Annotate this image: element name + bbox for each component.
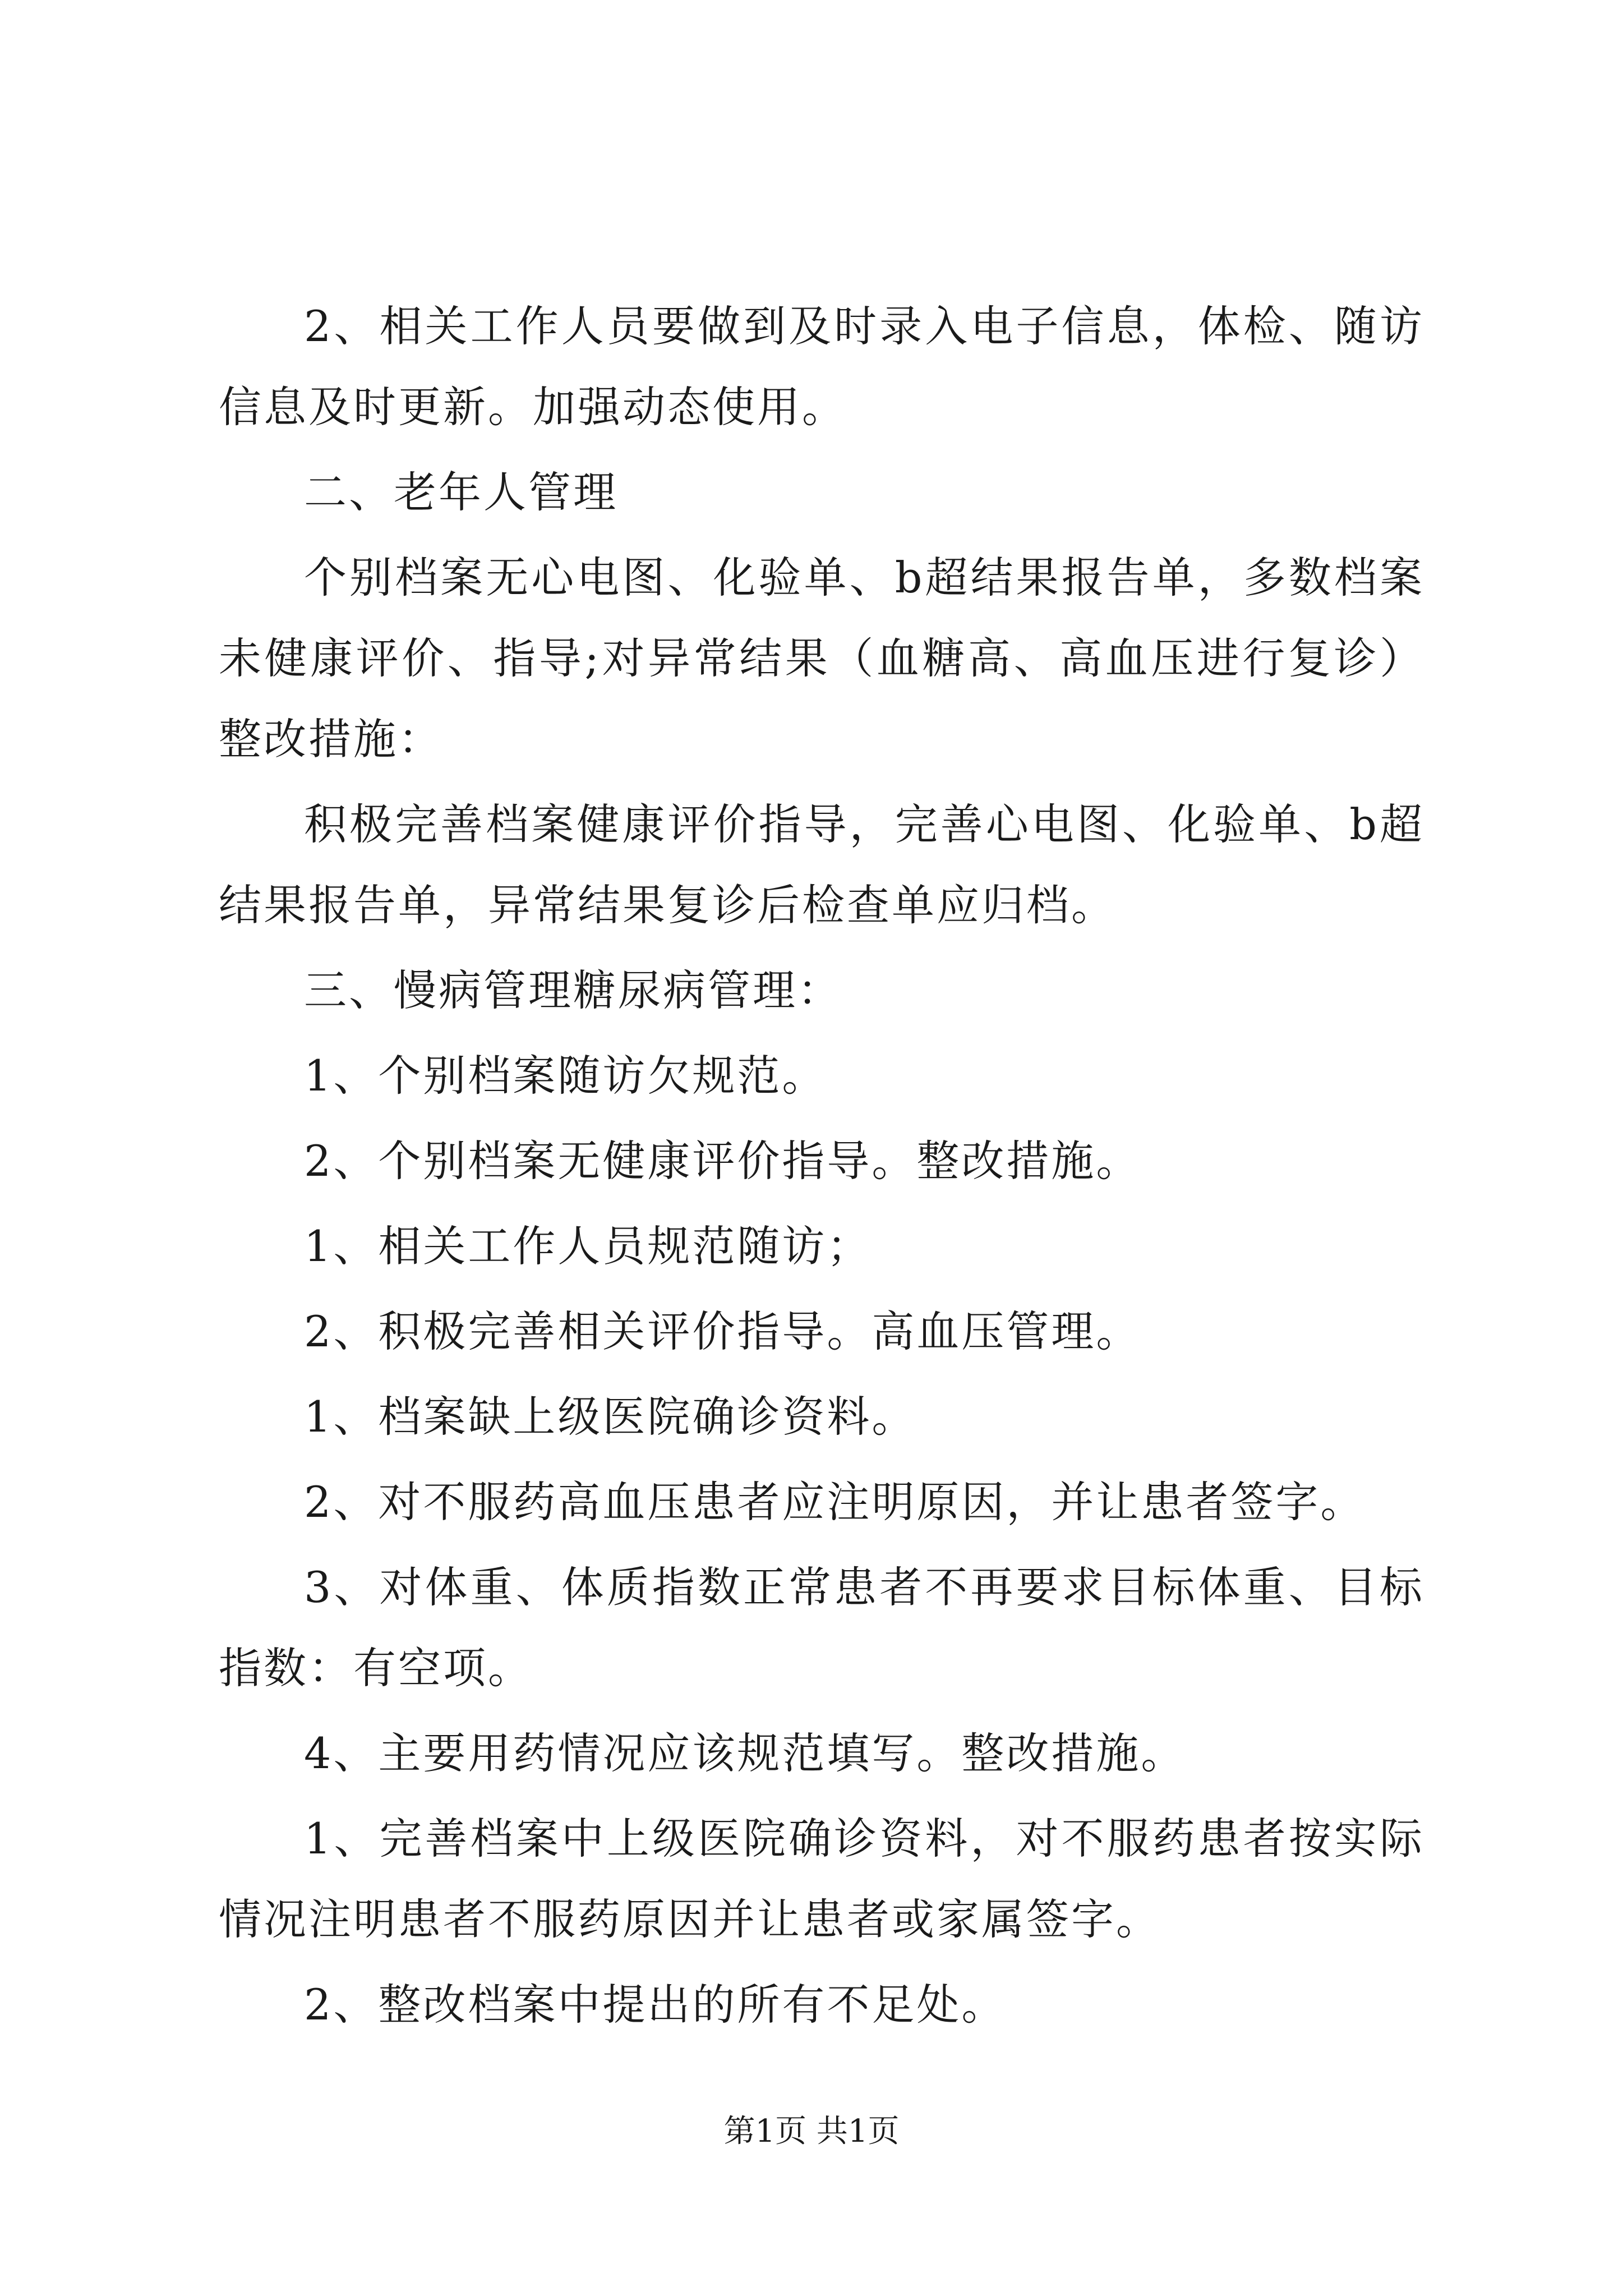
paragraph-1: 2、相关工作人员要做到及时录入电子信息，体检、随访信息及时更新。加强动态使用。 [219,301,1424,432]
paragraph-15: 2、整改档案中提出的所有不足处。 [304,1980,1007,2030]
paragraph-4: 积极完善档案健康评价指导，完善心电图、化验单、b超结果报告单，异常结果复诊后检查单应归档。 [219,799,1424,930]
paragraph-9: 2、积极完善相关评价指导。高血压管理。 [304,1306,1141,1356]
paragraph-7: 2、个别档案无健康评价指导。整改措施。 [304,1136,1141,1186]
page-footer: 第1页 共1页 [723,2113,900,2150]
paragraph-6: 1、个别档案随访欠规范。 [304,1051,827,1101]
paragraph-13: 4、主要用药情况应该规范填写。整改措施。 [304,1728,1186,1778]
section-heading-chronic-disease: 三、慢病管理糖尿病管理： [304,965,842,1015]
paragraph-8: 1、相关工作人员规范随访； [304,1221,872,1271]
paragraph-14: 1、完善档案中上级医院确诊资料，对不服药患者按实际情况注明患者不服药原因并让患者或家属签字。 [219,1814,1424,1944]
paragraph-10: 1、档案缺上级医院确诊资料。 [304,1392,917,1442]
section-heading-elderly-management: 二、老年人管理 [304,467,618,517]
paragraph-3: 个别档案无心电图、化验单、b超结果报告单，多数档案未健康评价、指导;对异常结果（血糖高、高血压进行复诊）整改措施： [219,553,1424,764]
paragraph-12: 3、对体重、体质指数正常患者不再要求目标体重、目标指数：有空项。 [219,1562,1424,1693]
paragraph-11: 2、对不服药高血压患者应注明原因，并让患者签字。 [304,1477,1366,1527]
document-body [219,286,1424,2050]
